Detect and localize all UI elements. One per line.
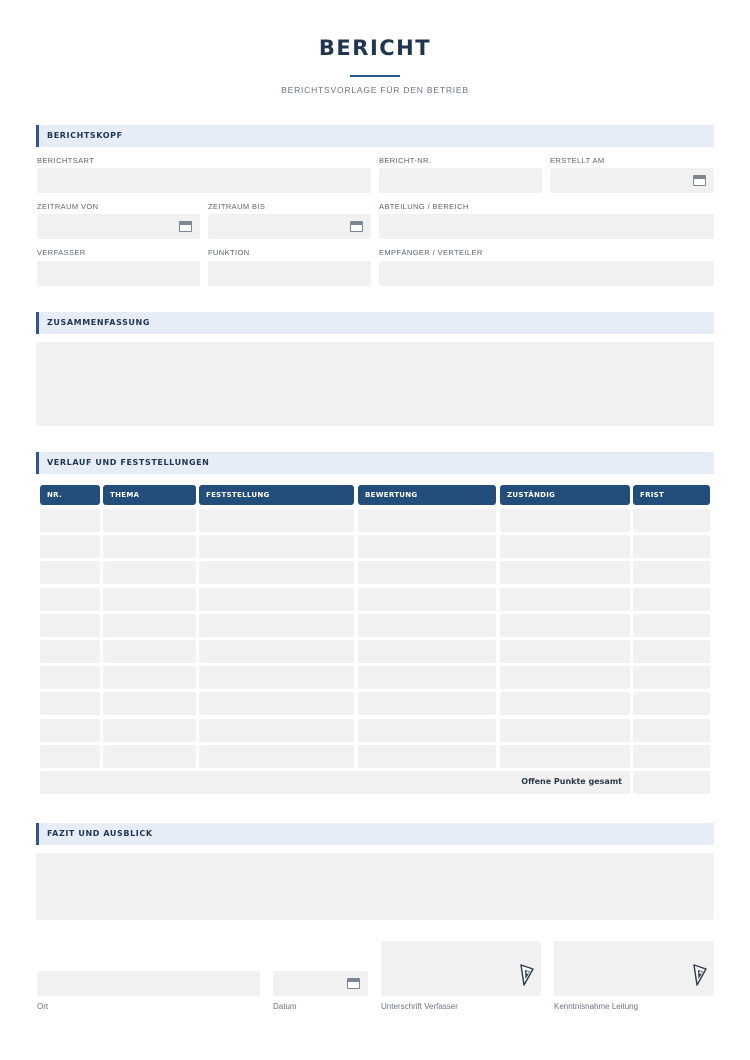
label-funktion: FUNKTION <box>208 248 250 257</box>
column-header-bewertung <box>358 485 496 505</box>
table-cell-nr[interactable] <box>40 614 100 637</box>
verfasser-field[interactable] <box>37 261 200 286</box>
table-cell-bewertung[interactable] <box>358 535 496 558</box>
funktion-field[interactable] <box>208 261 371 286</box>
column-header-label: FESTSTELLUNG <box>206 491 270 499</box>
column-header-zustaendig <box>500 485 630 505</box>
table-cell-frist[interactable] <box>633 692 710 715</box>
table-cell-feststellung[interactable] <box>199 666 354 689</box>
page-title: BERICHT <box>318 36 432 60</box>
table-cell-thema[interactable] <box>103 561 196 584</box>
section-fazit-title: FAZIT UND AUSBLICK <box>47 829 153 838</box>
datum-field[interactable] <box>273 971 368 996</box>
ort-field[interactable] <box>37 971 260 996</box>
label-zeitraum-von: ZEITRAUM VON <box>37 202 99 211</box>
column-header-label: NR. <box>47 491 62 499</box>
table-cell-thema[interactable] <box>103 692 196 715</box>
table-cell-bewertung[interactable] <box>358 640 496 663</box>
calendar-icon[interactable] <box>179 221 192 232</box>
abteilung-field[interactable] <box>379 214 714 239</box>
signature-leitung-field[interactable] <box>554 941 714 996</box>
table-cell-feststellung[interactable] <box>199 509 354 532</box>
table-cell-nr[interactable] <box>40 561 100 584</box>
section-berichtskopf <box>36 125 714 147</box>
table-cell-frist[interactable] <box>633 745 710 768</box>
table-cell-zustaendig[interactable] <box>500 692 630 715</box>
table-cell-nr[interactable] <box>40 745 100 768</box>
column-header-nr <box>40 485 100 505</box>
table-cell-frist[interactable] <box>633 614 710 637</box>
section-verlauf-title: VERLAUF UND FESTSTELLUNGEN <box>47 458 210 467</box>
table-cell-nr[interactable] <box>40 666 100 689</box>
table-cell-bewertung[interactable] <box>358 692 496 715</box>
empfaenger-field[interactable] <box>379 261 714 286</box>
section-zusammenfassung-title: ZUSAMMENFASSUNG <box>47 318 150 327</box>
table-cell-bewertung[interactable] <box>358 745 496 768</box>
table-cell-feststellung[interactable] <box>199 692 354 715</box>
table-cell-frist[interactable] <box>633 588 710 611</box>
label-verfasser: VERFASSER <box>37 248 86 257</box>
table-cell-zustaendig[interactable] <box>500 640 630 663</box>
table-cell-frist[interactable] <box>633 535 710 558</box>
column-header-thema <box>103 485 196 505</box>
label-abteilung: ABTEILUNG / BEREICH <box>379 202 469 211</box>
table-cell-feststellung[interactable] <box>199 535 354 558</box>
table-cell-bewertung[interactable] <box>358 719 496 742</box>
label-erstellt-am: ERSTELLT AM <box>550 156 605 165</box>
column-header-feststellung <box>199 485 354 505</box>
table-cell-frist[interactable] <box>633 666 710 689</box>
table-cell-thema[interactable] <box>103 640 196 663</box>
label-datum: Datum <box>273 1002 297 1011</box>
table-cell-bewertung[interactable] <box>358 509 496 532</box>
table-cell-zustaendig[interactable] <box>500 588 630 611</box>
table-cell-nr[interactable] <box>40 640 100 663</box>
table-cell-nr[interactable] <box>40 509 100 532</box>
table-cell-thema[interactable] <box>103 666 196 689</box>
calendar-icon[interactable] <box>347 978 360 989</box>
bericht-nr-field[interactable] <box>379 168 542 193</box>
column-header-label: ZUSTÄNDIG <box>507 491 556 499</box>
column-header-label: THEMA <box>110 491 140 499</box>
table-cell-zustaendig[interactable] <box>500 509 630 532</box>
pen-icon <box>519 964 535 986</box>
column-header-frist <box>633 485 710 505</box>
table-cell-thema[interactable] <box>103 535 196 558</box>
table-cell-bewertung[interactable] <box>358 614 496 637</box>
table-cell-feststellung[interactable] <box>199 745 354 768</box>
table-cell-bewertung[interactable] <box>358 588 496 611</box>
label-unterschrift: Unterschrift Verfasser <box>381 1002 458 1011</box>
table-cell-zustaendig[interactable] <box>500 666 630 689</box>
table-cell-nr[interactable] <box>40 719 100 742</box>
label-empfaenger: EMPFÄNGER / VERTEILER <box>379 248 483 257</box>
berichtsart-field[interactable] <box>37 168 371 193</box>
pen-icon <box>692 964 708 986</box>
table-cell-thema[interactable] <box>103 509 196 532</box>
table-cell-bewertung[interactable] <box>358 666 496 689</box>
table-cell-frist[interactable] <box>633 509 710 532</box>
table-cell-frist[interactable] <box>633 561 710 584</box>
table-cell-thema[interactable] <box>103 745 196 768</box>
table-cell-nr[interactable] <box>40 535 100 558</box>
zeitraum-bis-field[interactable] <box>208 214 371 239</box>
table-cell-bewertung[interactable] <box>358 561 496 584</box>
column-header-label: BEWERTUNG <box>365 491 418 499</box>
table-cell-frist[interactable] <box>633 719 710 742</box>
zusammenfassung-textarea[interactable] <box>36 342 714 426</box>
table-cell-thema[interactable] <box>103 614 196 637</box>
section-berichtskopf-title: BERICHTSKOPF <box>47 131 123 140</box>
total-value-field[interactable] <box>633 771 710 794</box>
calendar-icon[interactable] <box>693 175 706 186</box>
section-fazit <box>36 823 714 845</box>
label-kenntnisnahme: Kenntnisnahme Leitung <box>554 1002 639 1011</box>
label-zeitraum-bis: ZEITRAUM BIS <box>208 202 266 211</box>
column-header-label: FRIST <box>640 491 665 499</box>
table-cell-feststellung[interactable] <box>199 719 354 742</box>
calendar-icon[interactable] <box>350 221 363 232</box>
section-zusammenfassung <box>36 312 714 334</box>
table-cell-zustaendig[interactable] <box>500 745 630 768</box>
table-cell-thema[interactable] <box>103 588 196 611</box>
zeitraum-von-field[interactable] <box>37 214 200 239</box>
total-label: Offene Punkte gesamt <box>521 777 622 786</box>
section-verlauf <box>36 452 714 474</box>
table-cell-thema[interactable] <box>103 719 196 742</box>
table-cell-feststellung[interactable] <box>199 561 354 584</box>
table-cell-nr[interactable] <box>40 692 100 715</box>
table-cell-zustaendig[interactable] <box>500 561 630 584</box>
table-cell-feststellung[interactable] <box>199 640 354 663</box>
signature-verfasser-field[interactable] <box>381 941 541 996</box>
fazit-textarea[interactable] <box>36 853 714 920</box>
page-subtitle: BERICHTSVORLAGE FÜR DEN BETRIEB <box>281 85 469 95</box>
label-berichtsart: BERICHTSART <box>37 156 95 165</box>
table-cell-nr[interactable] <box>40 588 100 611</box>
title-underline <box>350 75 400 77</box>
table-cell-zustaendig[interactable] <box>500 719 630 742</box>
table-cell-frist[interactable] <box>633 640 710 663</box>
label-ort: Ort <box>37 1002 49 1011</box>
table-cell-zustaendig[interactable] <box>500 535 630 558</box>
table-cell-feststellung[interactable] <box>199 588 354 611</box>
table-cell-feststellung[interactable] <box>199 614 354 637</box>
table-cell-zustaendig[interactable] <box>500 614 630 637</box>
erstellt-am-field[interactable] <box>550 168 714 193</box>
label-bericht-nr: BERICHT-NR. <box>379 156 432 165</box>
